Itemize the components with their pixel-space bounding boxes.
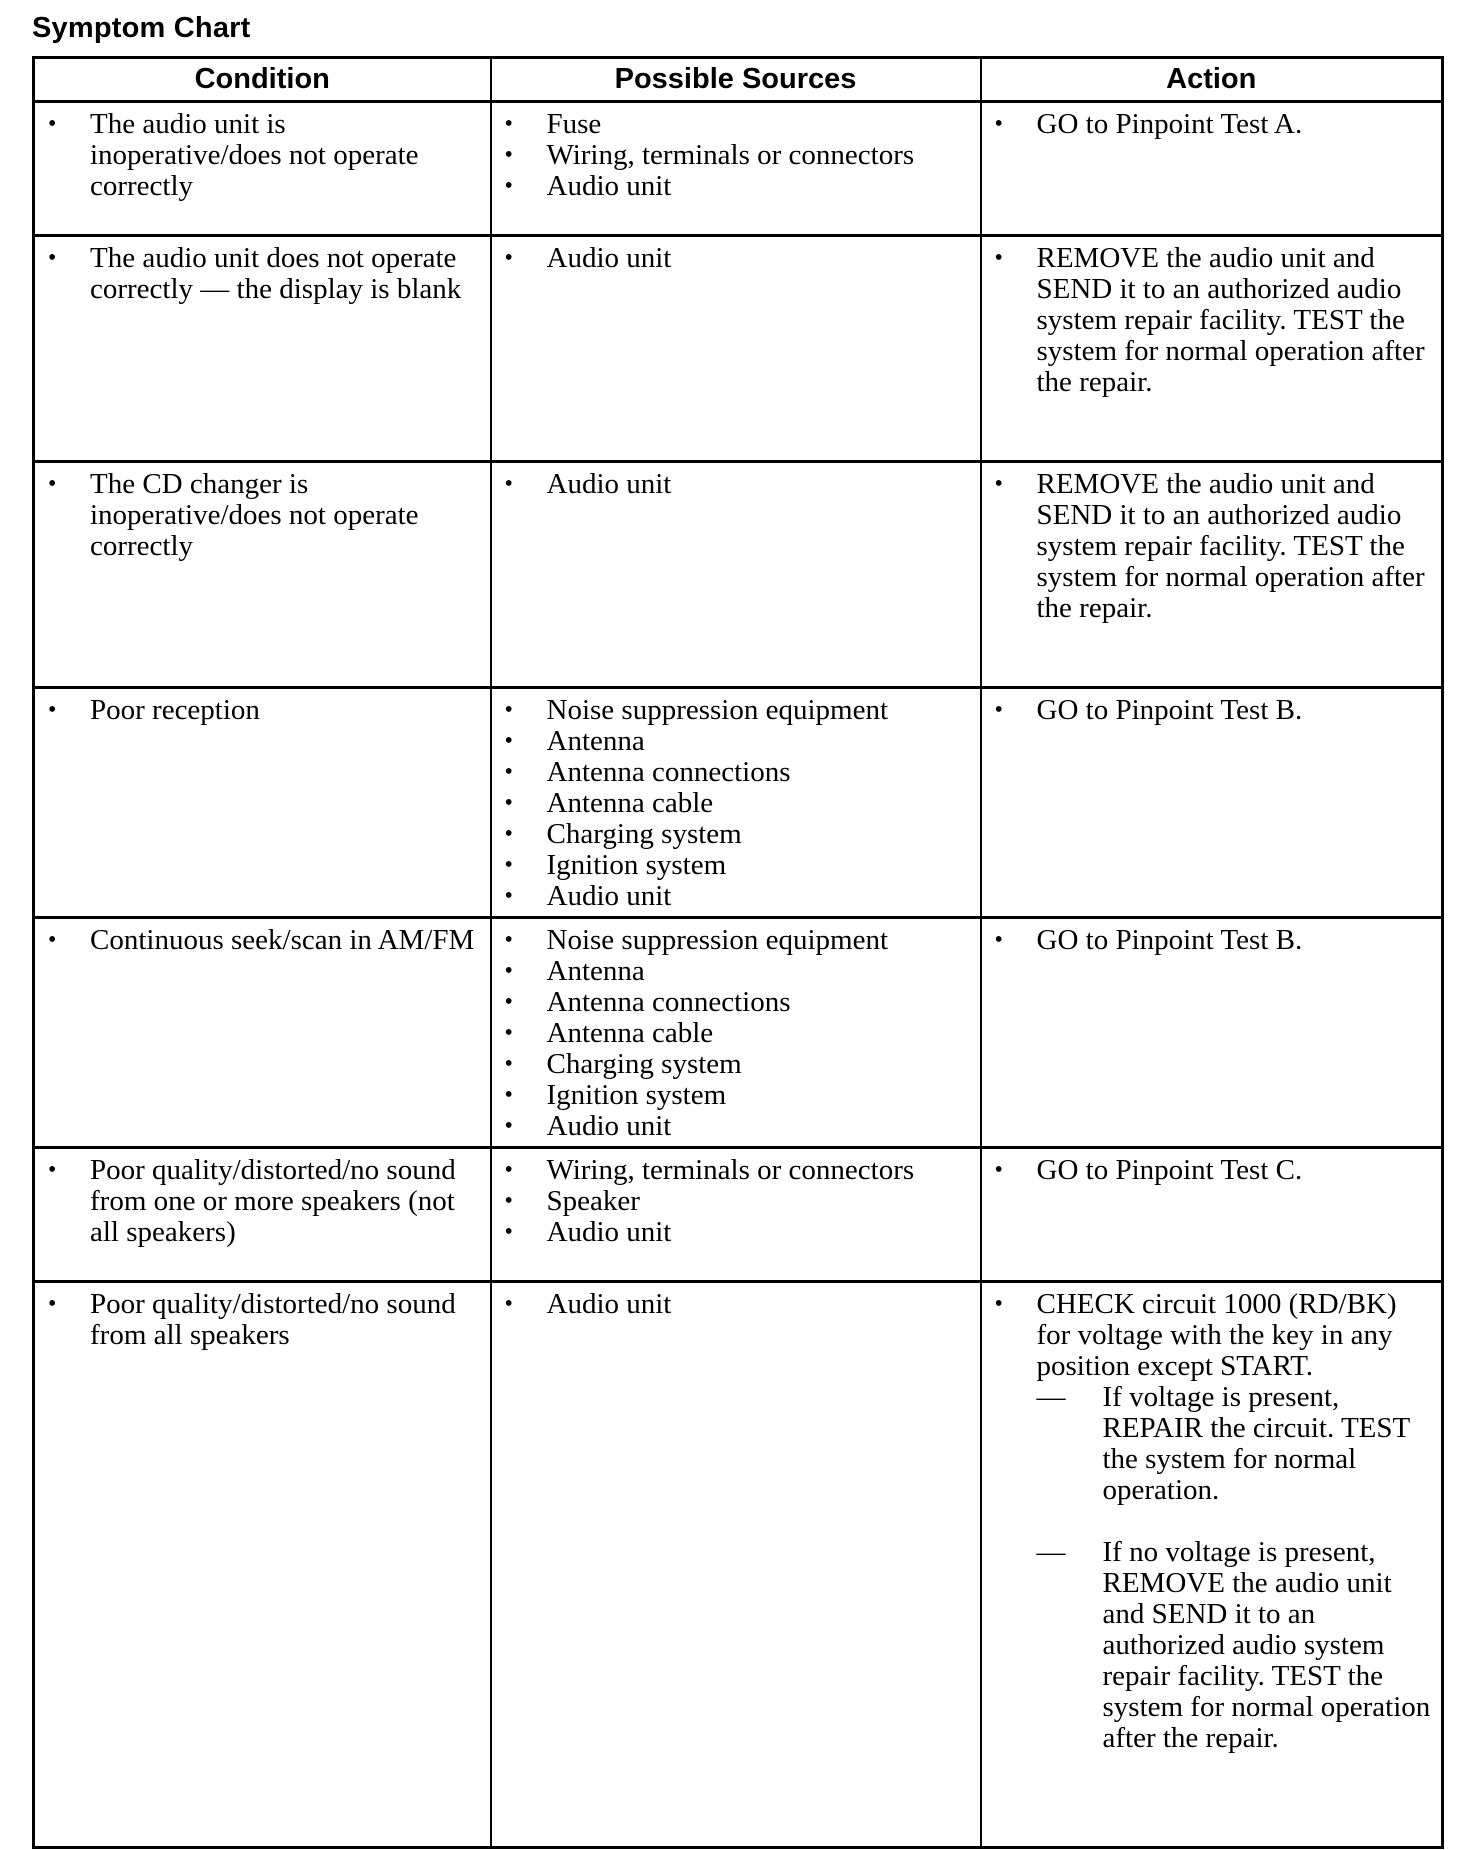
source-item: • Antenna cable (500, 1018, 972, 1049)
action-text: • GO to Pinpoint Test C. (990, 1155, 1434, 1186)
action-cell (981, 1282, 1443, 1848)
source-item: • Audio unit (500, 243, 972, 274)
source-item: • Antenna (500, 956, 972, 987)
condition-cell (34, 462, 491, 688)
condition-cell (34, 1148, 491, 1282)
source-item: • Speaker (500, 1186, 972, 1217)
action-cell (981, 462, 1443, 688)
condition-text: • Continuous seek/scan in AM/FM (43, 925, 482, 956)
action-cell (981, 688, 1443, 918)
action-item (990, 1289, 1434, 1754)
sources-cell (491, 1148, 981, 1282)
header-row (34, 58, 1443, 102)
condition-cell (34, 236, 491, 462)
source-item: • Audio unit (500, 1111, 972, 1142)
sub-action (1037, 1382, 1434, 1506)
table-row (34, 918, 1443, 1148)
source-item: • Wiring, terminals or connectors (500, 1155, 972, 1186)
sources-cell (491, 462, 981, 688)
condition-text: • Poor reception (43, 695, 482, 726)
action-text: • GO to Pinpoint Test B. (990, 925, 1434, 956)
action-text: • GO to Pinpoint Test B. (990, 695, 1434, 726)
action-cell (981, 1148, 1443, 1282)
sources-cell (491, 918, 981, 1148)
condition-text: • Poor quality/distorted/no sound from one or more speakers (not all speakers) (43, 1155, 482, 1248)
source-item: • Charging system (500, 819, 972, 850)
sources-cell (491, 102, 981, 236)
source-item: • Noise suppression equipment (500, 925, 972, 956)
table-row (34, 236, 1443, 462)
source-item: • Noise suppression equipment (500, 695, 972, 726)
header-possible-sources: Possible Sources (491, 58, 981, 102)
sub-action (1037, 1537, 1434, 1754)
table-row (34, 102, 1443, 236)
action-cell (981, 918, 1443, 1148)
source-item: • Charging system (500, 1049, 972, 1080)
source-item: • Wiring, terminals or connectors (500, 140, 972, 171)
action-text: • GO to Pinpoint Test A. (990, 109, 1434, 140)
source-item: • Ignition system (500, 1080, 972, 1111)
condition-cell (34, 102, 491, 236)
source-item: • Audio unit (500, 1289, 972, 1320)
source-item: • Fuse (500, 109, 972, 140)
page-title: Symptom Chart (32, 12, 251, 44)
sources-cell (491, 236, 981, 462)
action-text: CHECK circuit 1000 (RD/BK) for voltage with the key in any position except START. (1036, 1288, 1397, 1382)
condition-text: • The CD changer is inoperative/does not operate correctly (43, 469, 482, 562)
condition-cell (34, 918, 491, 1148)
condition-cell (34, 1282, 491, 1848)
action-cell (981, 236, 1443, 462)
table-row (34, 462, 1443, 688)
source-item: • Audio unit (500, 1217, 972, 1248)
dash-marker: — (1036, 1381, 1066, 1413)
source-item: • Audio unit (500, 881, 972, 912)
table-row (34, 688, 1443, 918)
source-item: • Antenna connections (500, 757, 972, 788)
source-item: • Ignition system (500, 850, 972, 881)
header-condition: Condition (34, 58, 491, 102)
table-row (34, 1148, 1443, 1282)
sources-cell (491, 1282, 981, 1848)
sub-action-text: If voltage is present, REPAIR the circuit. TEST the system for normal operation. (1102, 1381, 1410, 1506)
condition-text: • The audio unit is inoperative/does not operate correctly (43, 109, 482, 202)
source-item: • Antenna (500, 726, 972, 757)
condition-cell (34, 688, 491, 918)
table-row (34, 1282, 1443, 1848)
action-text: • REMOVE the audio unit and SEND it to an authorized audio system repair facility. TEST the system for normal operation after the repair. (990, 243, 1434, 398)
source-item: • Audio unit (500, 469, 972, 500)
header-action: Action (981, 58, 1443, 102)
condition-text: • The audio unit does not operate correctly — the display is blank (43, 243, 482, 305)
sub-action-text: If no voltage is present, REMOVE the audio unit and SEND it to an authorized audio system repair facility. TEST the system for normal operation after the repair. (1102, 1536, 1431, 1754)
source-item: • Antenna cable (500, 788, 972, 819)
source-item: • Audio unit (500, 171, 972, 202)
symptom-chart-table (32, 56, 1444, 1849)
dash-marker: — (1036, 1536, 1066, 1568)
action-cell (981, 102, 1443, 236)
source-item: • Antenna connections (500, 987, 972, 1018)
condition-text: • Poor quality/distorted/no sound from all speakers (43, 1289, 482, 1351)
sources-cell (491, 688, 981, 918)
action-text: • REMOVE the audio unit and SEND it to an authorized audio system repair facility. TEST the system for normal operation after the repair. (990, 469, 1434, 624)
